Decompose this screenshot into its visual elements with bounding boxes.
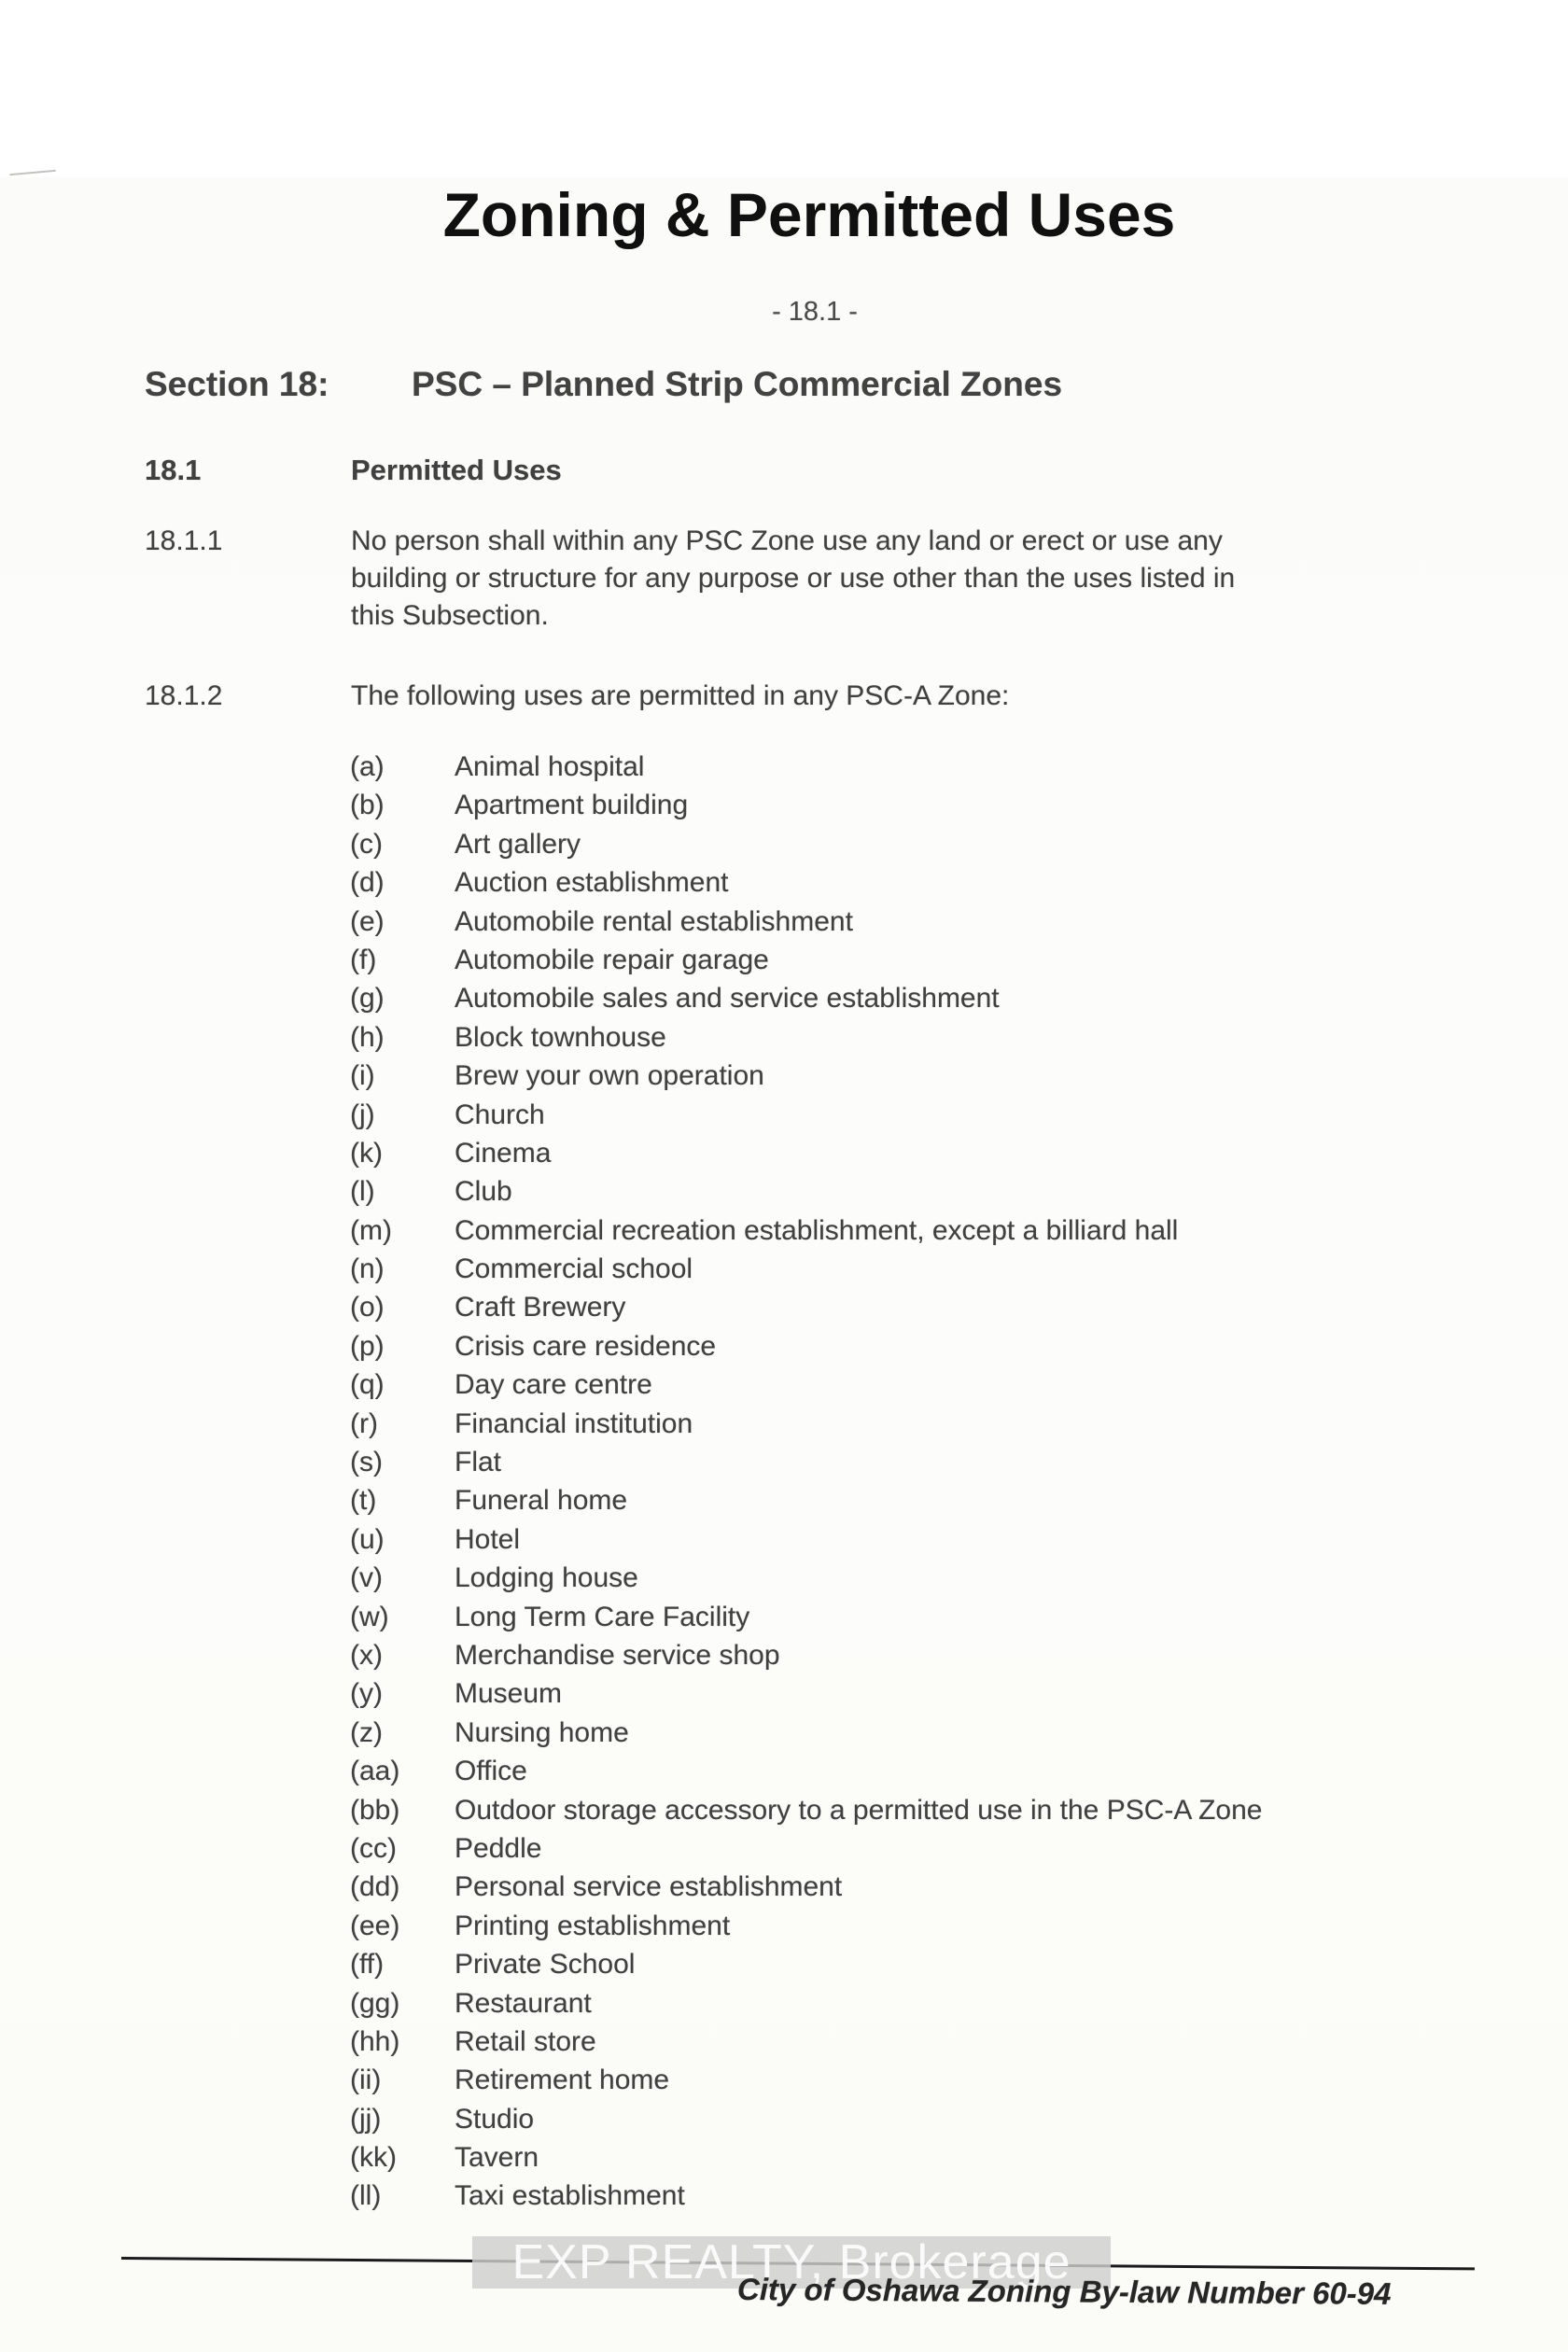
permitted-use-label: (kk) [350, 2142, 397, 2174]
permitted-use-item [0, 1058, 1568, 1097]
permitted-use-text: Office [455, 1756, 527, 1787]
permitted-use-label: (aa) [350, 1756, 400, 1787]
permitted-use-item [0, 1986, 1568, 2024]
permitted-use-label: (s) [350, 1447, 383, 1478]
permitted-use-label: (ll) [350, 2180, 382, 2212]
permitted-use-text: Automobile rental establishment [455, 905, 853, 937]
permitted-use-label: (u) [350, 1523, 385, 1555]
subsection-paragraph [351, 523, 1406, 635]
permitted-use-text: Commercial recreation establishment, except a billiard hall [455, 1214, 1179, 1246]
permitted-uses-list [0, 749, 1568, 2218]
permitted-use-item [0, 1329, 1568, 1367]
permitted-use-text: Studio [455, 2103, 535, 2135]
subsection-number: 18.1.2 [145, 680, 223, 711]
permitted-use-item [0, 1638, 1568, 1676]
permitted-use-text: Brew your own operation [455, 1060, 764, 1092]
permitted-use-item [0, 1098, 1568, 1136]
permitted-use-item [0, 1213, 1568, 1252]
permitted-use-item [0, 1367, 1568, 1406]
permitted-use-text: Financial institution [455, 1407, 693, 1439]
permitted-use-item [0, 1869, 1568, 1908]
permitted-use-text: Retirement home [455, 2065, 670, 2096]
subsection-text: The following uses are permitted in any PSC-A Zone: [351, 680, 1010, 711]
permitted-use-label: (e) [350, 905, 385, 937]
permitted-use-item [0, 827, 1568, 865]
subsection-number: 18.1.1 [145, 525, 223, 556]
permitted-use-item [0, 1715, 1568, 1754]
permitted-use-text: Automobile sales and service establishment [455, 983, 1000, 1015]
permitted-use-item [0, 1136, 1568, 1174]
permitted-use-item [0, 1483, 1568, 1521]
permitted-use-text: Craft Brewery [455, 1292, 626, 1323]
permitted-use-text: Printing establishment [455, 1910, 731, 1941]
permitted-use-label: (v) [350, 1562, 383, 1594]
permitted-use-text: Personal service establishment [455, 1871, 843, 1903]
permitted-use-text: Automobile repair garage [455, 944, 769, 975]
subsection-heading: Permitted Uses [351, 454, 562, 486]
permitted-use-label: (j) [350, 1099, 375, 1130]
permitted-use-label: (h) [350, 1021, 385, 1053]
permitted-use-label: (ff) [350, 1949, 385, 1981]
permitted-use-label: (n) [350, 1253, 385, 1285]
permitted-use-item [0, 1561, 1568, 1599]
permitted-use-label: (dd) [350, 1871, 400, 1903]
permitted-use-text: Flat [455, 1447, 502, 1478]
permitted-use-label: (l) [350, 1176, 375, 1208]
permitted-use-label: (jj) [350, 2103, 382, 2135]
permitted-use-text: Day care centre [455, 1369, 652, 1401]
permitted-use-text: Block townhouse [455, 1021, 666, 1053]
permitted-use-text: Crisis care residence [455, 1330, 717, 1362]
paragraph-line: this Subsection. [351, 600, 549, 631]
permitted-use-label: (gg) [350, 1987, 400, 2019]
permitted-use-text: Private School [455, 1949, 636, 1981]
permitted-use-label: (c) [350, 828, 383, 860]
permitted-use-text: Auction establishment [455, 867, 729, 899]
permitted-use-text: Funeral home [455, 1485, 628, 1517]
permitted-use-label: (i) [350, 1060, 375, 1092]
permitted-use-item [0, 2024, 1568, 2063]
permitted-use-item [0, 2178, 1568, 2217]
permitted-use-item [0, 1831, 1568, 1869]
permitted-use-item [0, 981, 1568, 1019]
permitted-use-label: (r) [350, 1407, 378, 1439]
permitted-use-text: Museum [455, 1678, 563, 1710]
permitted-use-item [0, 749, 1568, 788]
section-label: Section 18: [145, 365, 329, 403]
permitted-use-item [0, 865, 1568, 903]
section-heading [145, 365, 1062, 404]
permitted-use-item [0, 1020, 1568, 1058]
permitted-use-label: (w) [350, 1601, 389, 1632]
permitted-use-item [0, 1290, 1568, 1328]
permitted-use-text: Nursing home [455, 1716, 629, 1748]
permitted-use-label: (z) [350, 1716, 383, 1748]
permitted-use-label: (d) [350, 867, 385, 899]
permitted-use-text: Restaurant [455, 1987, 592, 2019]
permitted-use-label: (ii) [350, 2065, 382, 2096]
permitted-use-label: (m) [350, 1214, 392, 1246]
permitted-use-item [0, 2063, 1568, 2101]
permitted-use-label: (f) [350, 944, 377, 975]
permitted-use-text: Retail store [455, 2025, 596, 2057]
permitted-use-label: (cc) [350, 1832, 397, 1864]
permitted-use-item [0, 1793, 1568, 1831]
scan-artifact-scratch [9, 170, 56, 175]
permitted-use-label: (x) [350, 1639, 383, 1671]
permitted-use-text: Club [455, 1176, 512, 1208]
permitted-use-label: (y) [350, 1678, 383, 1710]
paragraph-line: building or structure for any purpose or use other than the uses listed in [351, 563, 1236, 594]
permitted-use-item [0, 788, 1568, 826]
section-title: PSC – Planned Strip Commercial Zones [412, 365, 1063, 403]
permitted-use-item [0, 2140, 1568, 2178]
permitted-use-text: Hotel [455, 1523, 521, 1555]
permitted-use-item [0, 1522, 1568, 1561]
permitted-use-text: Outdoor storage accessory to a permitted use in the PSC-A Zone [455, 1794, 1263, 1826]
permitted-use-text: Lodging house [455, 1562, 638, 1594]
permitted-use-label: (t) [350, 1485, 377, 1517]
permitted-use-text: Commercial school [455, 1253, 693, 1285]
permitted-use-item [0, 1909, 1568, 1947]
permitted-use-text: Cinema [455, 1137, 552, 1169]
page-number: - 18.1 - [772, 297, 858, 327]
permitted-use-item [0, 1445, 1568, 1483]
permitted-use-item [0, 904, 1568, 943]
permitted-use-text: Merchandise service shop [455, 1639, 780, 1671]
permitted-use-text: Apartment building [455, 790, 689, 821]
permitted-use-label: (o) [350, 1292, 385, 1323]
subsection-number: 18.1 [145, 454, 202, 486]
permitted-use-text: Peddle [455, 1832, 542, 1864]
permitted-use-text: Long Term Care Facility [455, 1601, 750, 1632]
permitted-use-item [0, 1947, 1568, 1985]
permitted-use-label: (q) [350, 1369, 385, 1401]
permitted-use-text: Animal hospital [455, 751, 645, 782]
permitted-use-item [0, 1754, 1568, 1792]
permitted-use-item [0, 943, 1568, 981]
permitted-use-text: Taxi establishment [455, 2180, 685, 2212]
permitted-use-text: Art gallery [455, 828, 581, 860]
brokerage-watermark: EXP REALTY, Brokerage [472, 2236, 1111, 2289]
permitted-use-label: (k) [350, 1137, 383, 1169]
permitted-use-label: (hh) [350, 2025, 400, 2057]
permitted-use-label: (g) [350, 983, 385, 1015]
permitted-use-item [0, 1252, 1568, 1290]
permitted-use-item [0, 1174, 1568, 1212]
permitted-use-text: Tavern [455, 2142, 539, 2174]
permitted-use-item [0, 1600, 1568, 1638]
permitted-use-item [0, 1676, 1568, 1715]
permitted-use-label: (a) [350, 751, 385, 782]
page-title: Zoning & Permitted Uses [442, 180, 1176, 249]
permitted-use-label: (bb) [350, 1794, 400, 1826]
permitted-use-label: (ee) [350, 1910, 400, 1941]
paragraph-line: No person shall within any PSC Zone use any land or erect or use any [351, 525, 1223, 556]
permitted-use-label: (p) [350, 1330, 385, 1362]
footer-citation: City of Oshawa Zoning By-law Number 60-94 [736, 2272, 1392, 2311]
permitted-use-item [0, 1407, 1568, 1445]
permitted-use-label: (b) [350, 790, 385, 821]
permitted-use-text: Church [455, 1099, 545, 1130]
permitted-use-item [0, 2102, 1568, 2140]
